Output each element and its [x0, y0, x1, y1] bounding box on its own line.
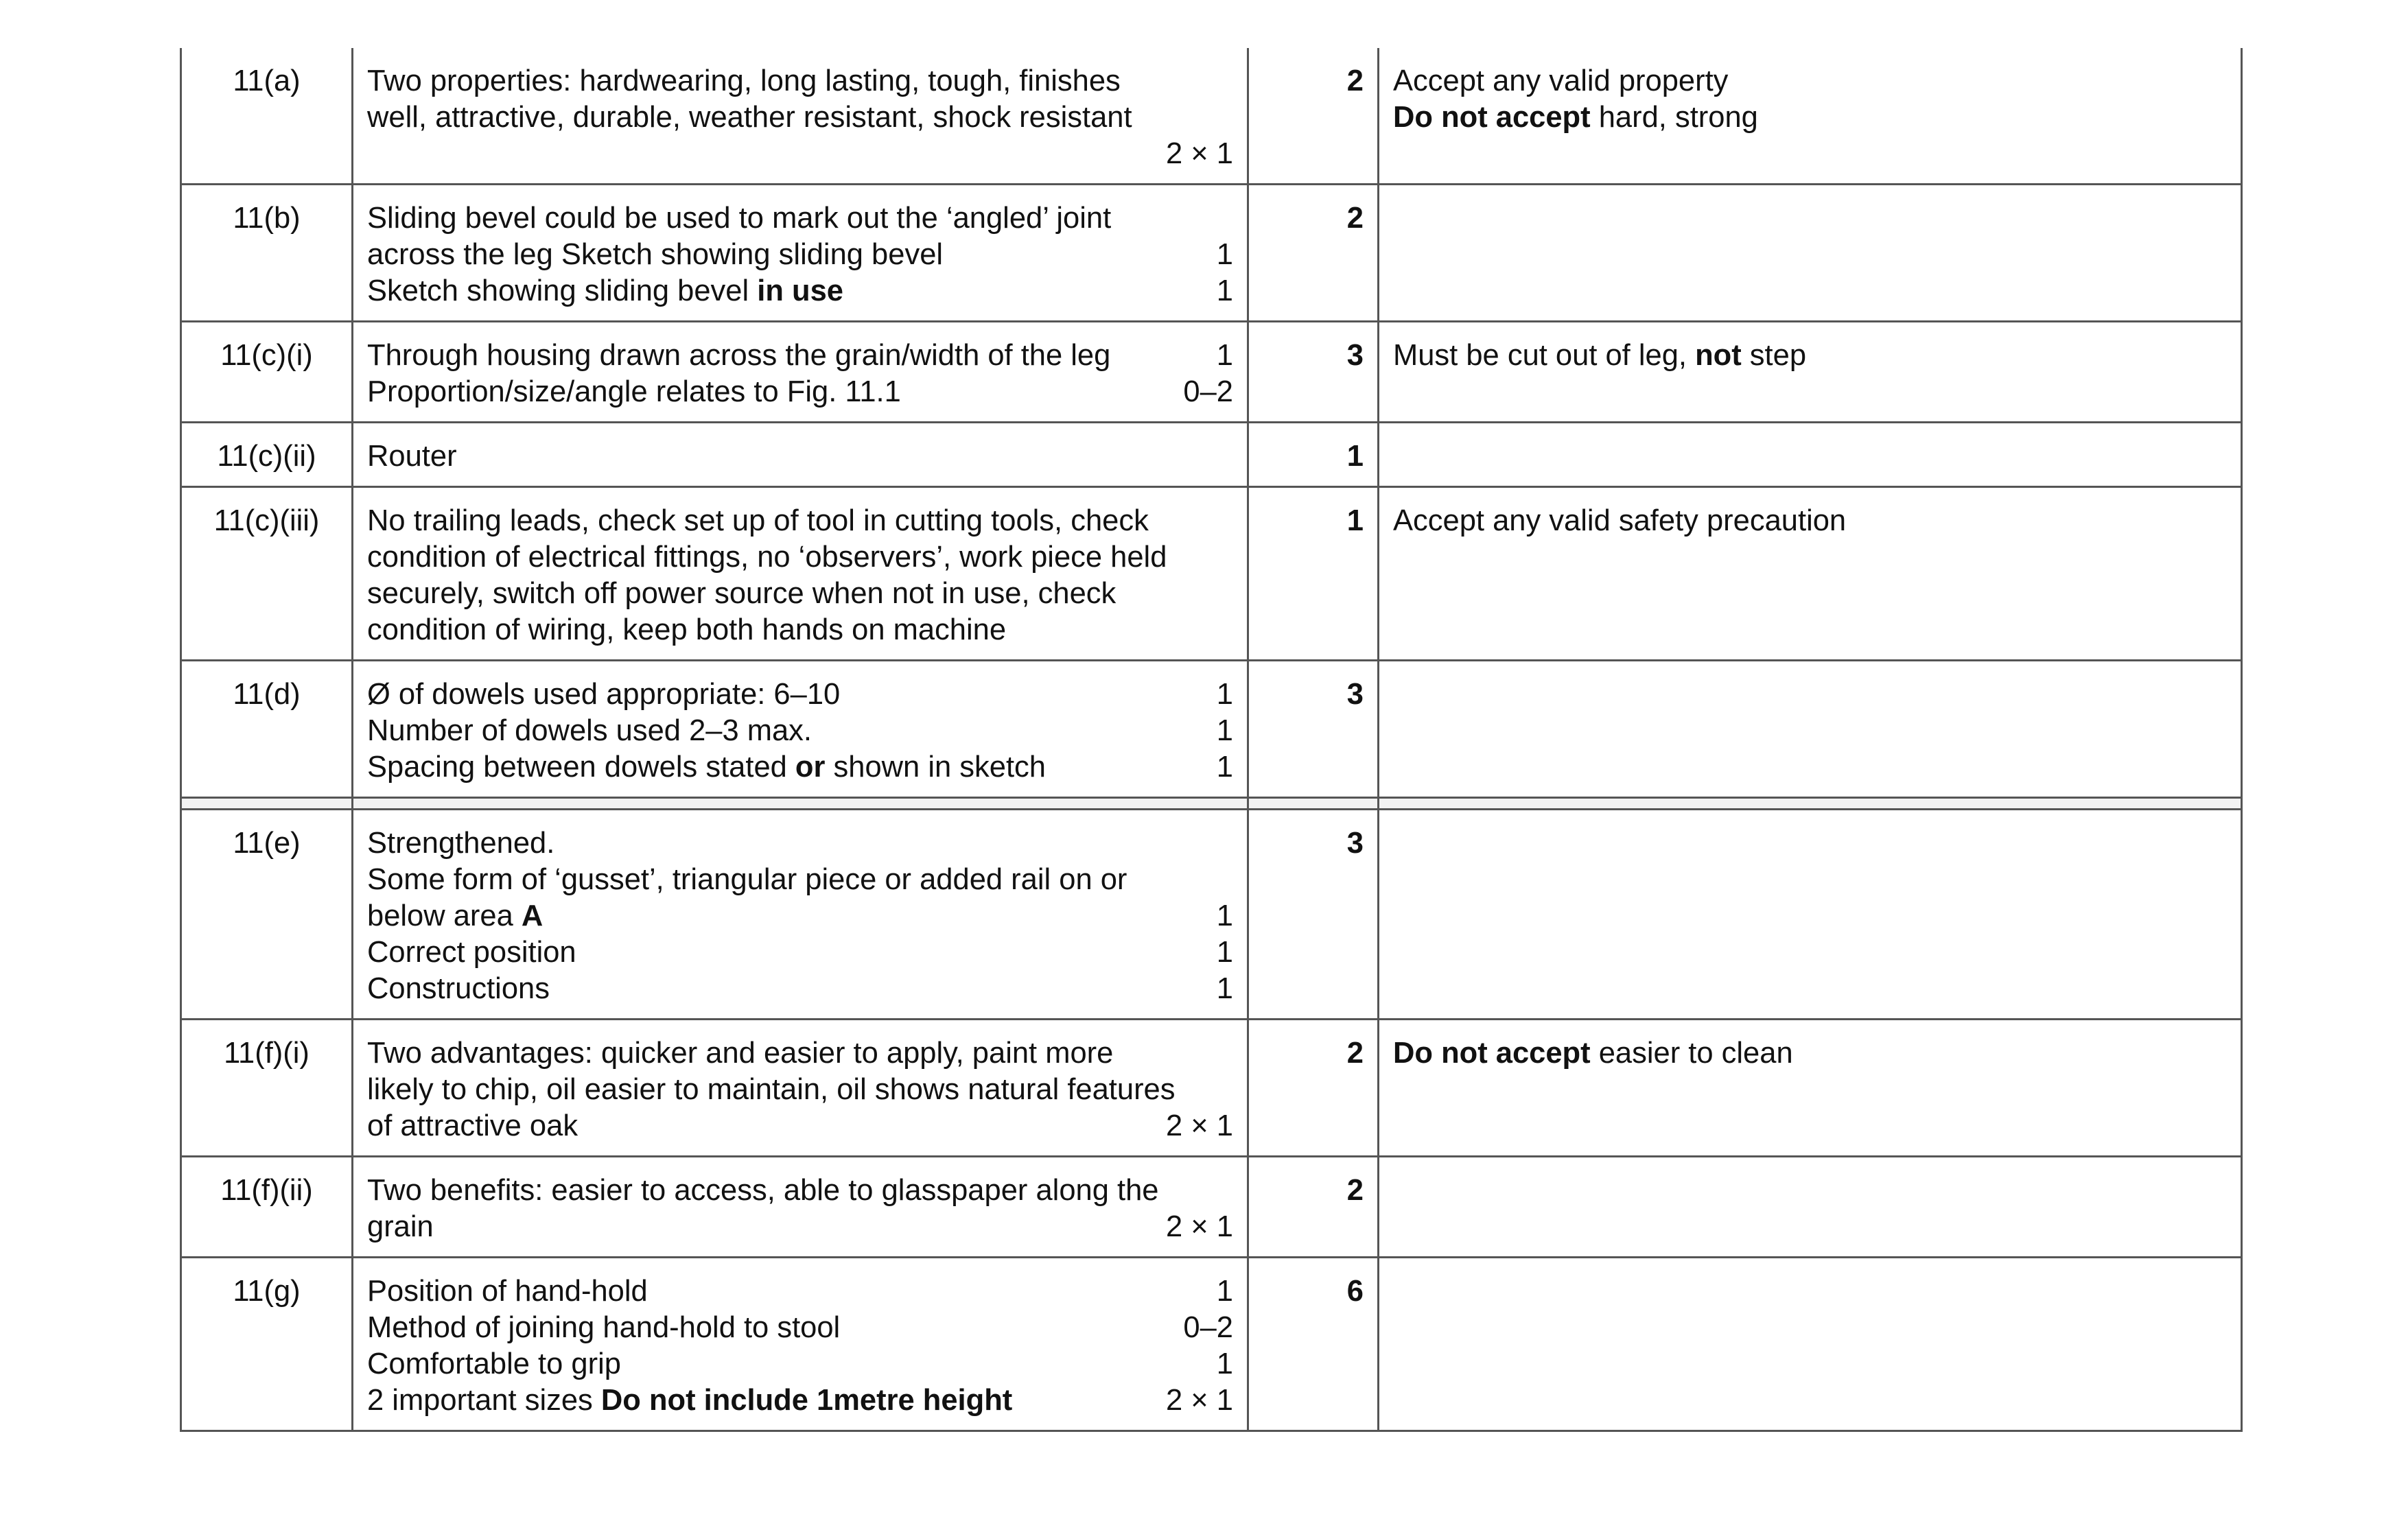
answer-text-segment: Correct position [367, 936, 576, 969]
guidance-text: easier to clean [1590, 1037, 1793, 1070]
sub-mark: 1 [1216, 1275, 1233, 1308]
sub-mark [1219, 63, 1233, 99]
sub-mark [1219, 200, 1233, 237]
answer-text [367, 1382, 1012, 1419]
separator-cell [1379, 798, 2242, 810]
answer-text [367, 1072, 1176, 1108]
answer-text [367, 1035, 1113, 1072]
answer-cell [353, 661, 1248, 798]
answer-text-segment: Comfortable to grip [367, 1347, 621, 1380]
guidance-cell [1379, 810, 2242, 1020]
answer-text [367, 1346, 621, 1382]
table-row [181, 1258, 2242, 1431]
sub-mark: 1 [1216, 899, 1233, 932]
answer-cell [353, 1157, 1248, 1258]
answer-text [367, 503, 1149, 539]
question-number: 11(b) [181, 185, 353, 322]
sub-mark [1219, 1173, 1233, 1209]
answer-text-bold: in use [757, 274, 843, 307]
section-separator [181, 798, 2242, 810]
sub-mark [1219, 1035, 1233, 1072]
table-row [181, 810, 2242, 1020]
answer-text [367, 1310, 840, 1346]
sub-mark [1219, 825, 1233, 862]
guidance-text: hard, strong [1590, 101, 1758, 134]
answer-line [367, 237, 1233, 273]
answer-line [367, 1310, 1233, 1346]
answer-line [367, 1273, 1233, 1310]
answer-text-segment: well, attractive, durable, weather resistant, shock resistant [367, 101, 1132, 134]
question-number: 11(g) [181, 1258, 353, 1431]
guidance-cell [1379, 185, 2242, 322]
answer-line [367, 338, 1233, 374]
question-number: 11(e) [181, 810, 353, 1020]
guidance-cell [1379, 1258, 2242, 1431]
separator-cell [1248, 798, 1379, 810]
guidance-text-bold: not [1695, 339, 1742, 372]
answer-text-segment: Through housing drawn across the grain/width of the leg [367, 339, 1111, 372]
separator-cell [181, 798, 353, 810]
answer-line [367, 136, 1233, 172]
answer-cell [353, 810, 1248, 1020]
guidance-cell [1379, 661, 2242, 798]
answer-cell [353, 423, 1248, 487]
sub-mark [1219, 1072, 1233, 1108]
answer-text-segment: condition of wiring, keep both hands on machine [367, 613, 1007, 646]
answer-text [367, 934, 576, 971]
marks-cell: 2 [1248, 48, 1379, 185]
guidance-line [1393, 503, 2227, 539]
answer-text [367, 898, 543, 934]
answer-text [367, 374, 901, 410]
answer-line [367, 539, 1233, 576]
guidance-line [1393, 99, 2227, 136]
question-number: 11(f)(i) [181, 1020, 353, 1157]
answer-text [367, 63, 1121, 99]
answer-text [367, 273, 843, 309]
answer-text-segment: Proportion/size/angle relates to Fig. 11.1 [367, 375, 901, 408]
mark-scheme-body [181, 48, 2242, 1431]
answer-line [367, 273, 1233, 309]
question-number: 11(c)(ii) [181, 423, 353, 487]
sub-mark: 1 [1216, 1347, 1233, 1380]
marks-cell: 3 [1248, 322, 1379, 423]
sub-mark: 0–2 [1183, 1311, 1233, 1344]
sub-mark [1219, 539, 1233, 576]
table-row [181, 1020, 2242, 1157]
answer-text-segment: Position of hand-hold [367, 1275, 648, 1308]
answer-line [367, 1072, 1233, 1108]
sub-mark [1219, 99, 1233, 136]
table-row [181, 661, 2242, 798]
answer-line [367, 1382, 1233, 1419]
answer-line [367, 1346, 1233, 1382]
sub-mark: 2 × 1 [1166, 1109, 1233, 1142]
answer-line [367, 1209, 1233, 1245]
answer-text [367, 825, 554, 862]
answer-line [367, 749, 1233, 786]
sub-mark: 2 × 1 [1166, 1210, 1233, 1243]
answer-text-segment: Strengthened. [367, 827, 555, 860]
answer-line [367, 1035, 1233, 1072]
sub-mark: 1 [1216, 936, 1233, 969]
question-number: 11(f)(ii) [181, 1157, 353, 1258]
table-row [181, 423, 2242, 487]
answer-text [367, 1173, 1158, 1209]
answer-line [367, 971, 1233, 1007]
answer-cell [353, 48, 1248, 185]
answer-cell [353, 1020, 1248, 1157]
marks-cell: 2 [1248, 1020, 1379, 1157]
sub-mark: 1 [1216, 714, 1233, 747]
answer-text [367, 676, 840, 713]
answer-text [367, 749, 1046, 786]
answer-text [367, 971, 550, 1007]
table-row [181, 185, 2242, 322]
guidance-text-bold: Do not accept [1393, 1037, 1591, 1070]
marks-cell: 1 [1248, 487, 1379, 661]
question-number: 11(c)(iii) [181, 487, 353, 661]
sub-mark: 1 [1216, 274, 1233, 307]
marks-cell: 1 [1248, 423, 1379, 487]
answer-line [367, 862, 1233, 898]
sub-mark [1219, 503, 1233, 539]
answer-line [367, 713, 1233, 749]
answer-text-segment: securely, switch off power source when not in use, check [367, 577, 1117, 610]
answer-line [367, 99, 1233, 136]
table-row [181, 48, 2242, 185]
answer-text [367, 200, 1111, 237]
marks-cell: 3 [1248, 661, 1379, 798]
answer-text-segment: of attractive oak [367, 1109, 578, 1142]
answer-text [367, 438, 457, 475]
marks-cell: 6 [1248, 1258, 1379, 1431]
answer-text-segment: Constructions [367, 972, 550, 1005]
answer-text-bold: or [795, 751, 826, 784]
answer-text-bold: Do not include 1metre height [600, 1384, 1013, 1417]
answer-cell [353, 185, 1248, 322]
answer-text [367, 539, 1167, 576]
answer-text-segment: 2 important sizes [367, 1384, 601, 1417]
guidance-cell [1379, 1020, 2242, 1157]
question-number: 11(c)(i) [181, 322, 353, 423]
guidance-text-bold: Do not accept [1393, 101, 1591, 134]
mark-scheme-table [180, 48, 2243, 1432]
sub-mark [1219, 576, 1233, 612]
guidance-line [1393, 1035, 2227, 1072]
answer-text-segment: Two advantages: quicker and easier to apply, paint more [367, 1037, 1114, 1070]
answer-text-segment: condition of electrical fittings, no ‘observers’, work piece held [367, 541, 1167, 574]
guidance-text: Accept any valid property [1393, 64, 1729, 97]
answer-text-bold: A [521, 899, 543, 932]
answer-text-segment: Two properties: hardwearing, long lasting, tough, finishes [367, 64, 1121, 97]
guidance-line [1393, 338, 2227, 374]
sub-mark: 2 × 1 [1166, 137, 1233, 170]
mark-scheme-page [180, 48, 2241, 1432]
answer-text [367, 713, 812, 749]
separator-cell [353, 798, 1248, 810]
answer-text-segment: grain [367, 1210, 434, 1243]
answer-text [367, 576, 1116, 612]
answer-text [367, 612, 1006, 648]
answer-line [367, 503, 1233, 539]
answer-cell [353, 1258, 1248, 1431]
answer-line [367, 1173, 1233, 1209]
answer-line [367, 63, 1233, 99]
answer-cell [353, 322, 1248, 423]
answer-text-segment: Two benefits: easier to access, able to glasspaper along the [367, 1174, 1159, 1207]
question-number: 11(a) [181, 48, 353, 185]
guidance-cell [1379, 322, 2242, 423]
sub-mark: 1 [1216, 238, 1233, 271]
answer-line [367, 612, 1233, 648]
answer-text-segment: Number of dowels used 2–3 max. [367, 714, 812, 747]
guidance-cell [1379, 48, 2242, 185]
answer-text [367, 1273, 648, 1310]
sub-mark: 2 × 1 [1166, 1384, 1233, 1417]
answer-text-segment: likely to chip, oil easier to maintain, oil shows natural features [367, 1073, 1176, 1106]
answer-text-segment: No trailing leads, check set up of tool in cutting tools, check [367, 504, 1149, 537]
answer-line [367, 934, 1233, 971]
guidance-cell [1379, 423, 2242, 487]
table-row [181, 322, 2242, 423]
answer-text-segment: shown in sketch [825, 751, 1046, 784]
answer-text [367, 862, 1127, 898]
marks-cell: 3 [1248, 810, 1379, 1020]
answer-line [367, 1108, 1233, 1144]
sub-mark [1219, 862, 1233, 898]
answer-text-segment: Sliding bevel could be used to mark out the ‘angled’ joint [367, 202, 1112, 235]
answer-text-segment: Ø of dowels used appropriate: 6–10 [367, 678, 841, 711]
guidance-line [1393, 63, 2227, 99]
answer-text-segment: across the leg Sketch showing sliding bevel [367, 238, 944, 271]
answer-text-segment: Sketch showing sliding bevel [367, 274, 758, 307]
answer-text-segment: Some form of ‘gusset’, triangular piece or added rail on or [367, 863, 1127, 896]
answer-text-segment: Method of joining hand-hold to stool [367, 1311, 841, 1344]
answer-line [367, 374, 1233, 410]
guidance-text: Must be cut out of leg, [1393, 339, 1696, 372]
answer-line [367, 676, 1233, 713]
table-row [181, 487, 2242, 661]
answer-text [367, 237, 943, 273]
answer-text-segment: Router [367, 440, 457, 473]
sub-mark: 1 [1216, 339, 1233, 372]
guidance-text: Accept any valid safety precaution [1393, 504, 1847, 537]
sub-mark [1219, 612, 1233, 648]
marks-cell: 2 [1248, 1157, 1379, 1258]
answer-cell [353, 487, 1248, 661]
answer-text-segment: below area [367, 899, 522, 932]
sub-mark: 1 [1216, 678, 1233, 711]
marks-cell: 2 [1248, 185, 1379, 322]
guidance-cell [1379, 487, 2242, 661]
answer-text-segment: Spacing between dowels stated [367, 751, 795, 784]
question-number: 11(d) [181, 661, 353, 798]
sub-mark [1219, 438, 1233, 475]
guidance-text: step [1741, 339, 1807, 372]
answer-text [367, 1209, 434, 1245]
answer-line [367, 200, 1233, 237]
answer-line [367, 825, 1233, 862]
sub-mark: 0–2 [1183, 375, 1233, 408]
answer-text [367, 338, 1110, 374]
answer-line [367, 438, 1233, 475]
answer-text [367, 1108, 578, 1144]
table-row [181, 1157, 2242, 1258]
answer-line [367, 576, 1233, 612]
sub-mark: 1 [1216, 972, 1233, 1005]
answer-line [367, 898, 1233, 934]
sub-mark: 1 [1216, 751, 1233, 784]
guidance-cell [1379, 1157, 2242, 1258]
answer-text [367, 99, 1132, 136]
